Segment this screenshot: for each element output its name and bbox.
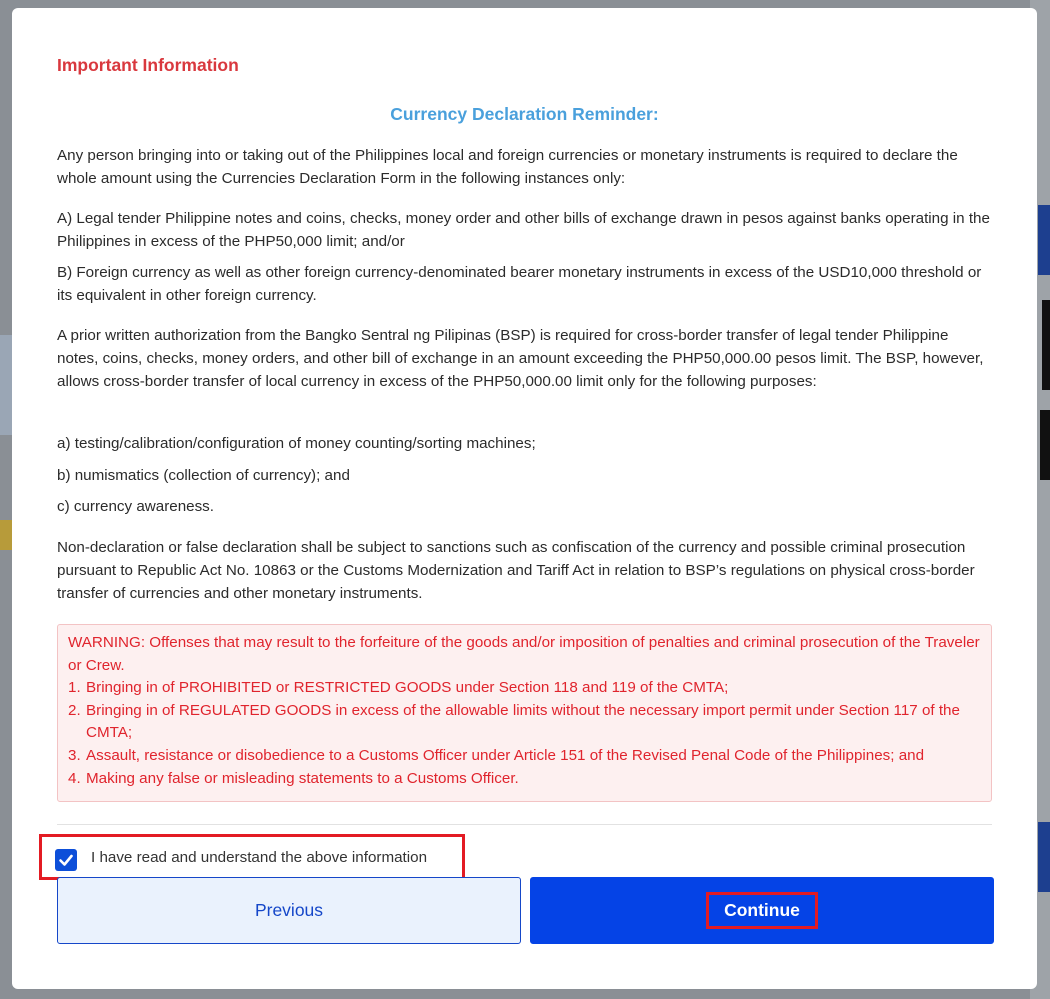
background-dark-block: [1040, 410, 1050, 480]
background-illustration: [0, 520, 12, 550]
warning-list: [68, 677, 981, 790]
background-illustration: [0, 335, 12, 435]
warning-box: [57, 624, 992, 802]
modal-heading: Important Information: [57, 55, 239, 75]
purpose-a-item: a) testing/calibration/configuration of money counting/sorting machines;: [57, 435, 536, 452]
warning-item: 4. Making any false or misleading statements to a Customs Officer.: [68, 769, 519, 787]
sanctions-paragraph: Non-declaration or false declaration shall be subject to sanctions such as confiscation of the currency and possible criminal prosecution pursuant to Republic Act No. 10863 or the Customs Modernization and Tariff Act in relation to BSP’s regulations on physical cross-border transfer of currencies and other monetary instruments.: [57, 539, 975, 602]
instance-b-paragraph: B) Foreign currency as well as other foreign currency-denominated bearer monetary instruments in excess of the USD10,000 threshold or its equivalent in other foreign currency.: [57, 264, 982, 304]
purpose-b-item: b) numismatics (collection of currency); and: [57, 467, 350, 484]
purpose-c-item: c) currency awareness.: [57, 498, 214, 515]
background-blue-panel: [1038, 822, 1050, 892]
acknowledge-highlight: [39, 834, 465, 880]
continue-button[interactable]: [530, 877, 994, 944]
warning-title: WARNING: Offenses that may result to the forfeiture of the goods and/or imposition of penalties and criminal prosecution of the Traveler or Crew.: [68, 634, 980, 674]
modal-subheading: Currency Declaration Reminder:: [390, 104, 659, 124]
background-blue-panel: [1038, 205, 1050, 275]
important-information-modal: [12, 8, 1037, 989]
background-dark-block: [1042, 300, 1050, 390]
continue-button-label: Continue: [706, 892, 818, 929]
acknowledge-checkbox[interactable]: [55, 849, 77, 871]
acknowledge-label[interactable]: I have read and understand the above information: [91, 849, 428, 866]
bsp-paragraph: A prior written authorization from the Bangko Sentral ng Pilipinas (BSP) is required for cross-border transfer of legal tender Philippine notes, coins, checks, money orders, and other bill of exchange in an amount exceeding the PHP50,000.00 pesos limit. The BSP, however, allows cross-border transfer of local currency in excess of the PHP50,000.00 limit only for the following purposes:: [57, 327, 984, 390]
warning-item: 2. Bringing in of REGULATED GOODS in excess of the allowable limits without the necessary import permit under Section 117 of the CMTA;: [68, 701, 960, 742]
checkmark-icon: [58, 852, 74, 868]
divider: [57, 824, 992, 825]
previous-button-label: Previous: [254, 900, 324, 920]
instance-a-paragraph: A) Legal tender Philippine notes and coins, checks, money order and other bills of exchange drawn in pesos against banks operating in the Philippines in excess of the PHP50,000 limit; and/or: [57, 210, 990, 250]
warning-item: 1. Bringing in of PROHIBITED or RESTRICTED GOODS under Section 118 and 119 of the CMTA;: [68, 679, 729, 697]
warning-item: 3. Assault, resistance or disobedience to a Customs Officer under Article 151 of the Revised Penal Code of the Philippines; and: [68, 746, 925, 764]
previous-button[interactable]: [57, 877, 521, 944]
intro-paragraph: Any person bringing into or taking out of the Philippines local and foreign currencies or monetary instruments is required to declare the whole amount using the Currencies Declaration Form in the following instances only:: [57, 147, 958, 187]
